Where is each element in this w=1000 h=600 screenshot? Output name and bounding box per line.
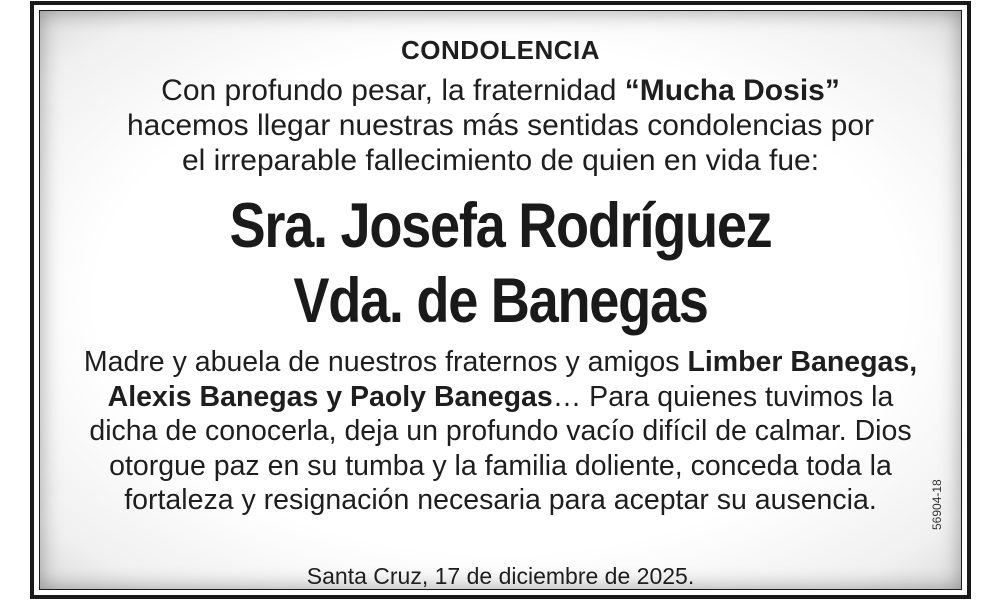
intro-line1-text: Con profundo pesar, la fraternidad: [161, 74, 625, 107]
reference-code: 56904-18: [930, 479, 944, 530]
fraternity-name: “Mucha Dosis”: [624, 74, 840, 107]
intro-line2-text: hacemos llegar nuestras más sentidas condolencias por: [126, 109, 875, 142]
condolence-paragraph: [70, 345, 931, 518]
family-names: Limber Banegas, Alexis Banegas y Paoly Banegas: [107, 346, 918, 413]
intro-line3-text: el irreparable fallecimiento de quien en vida fue:: [181, 144, 820, 177]
notice-border: [30, 1, 971, 599]
deceased-name-line2: Vda. de Banegas: [293, 266, 708, 336]
deceased-name: [104, 189, 896, 339]
notice-heading: CONDOLENCIA: [400, 35, 601, 65]
body-text-pre: Madre y abuela de nuestros fraternos y amigos: [83, 346, 688, 378]
notice-panel: [39, 10, 962, 590]
body-text-post: … Para quienes tuvimos la dicha de conocerla, deja un profundo vacío difícil de calmar. Dios otorgue paz en su tumba y la familia doliente, conceda toda la fortaleza y resignación necesaria para aceptar su ausencia.: [89, 380, 912, 516]
intro-paragraph: [60, 73, 941, 178]
deceased-name-line1: Sra. Josefa Rodríguez: [229, 191, 772, 261]
place-date: Santa Cruz, 17 de diciembre de 2025.: [306, 563, 695, 589]
